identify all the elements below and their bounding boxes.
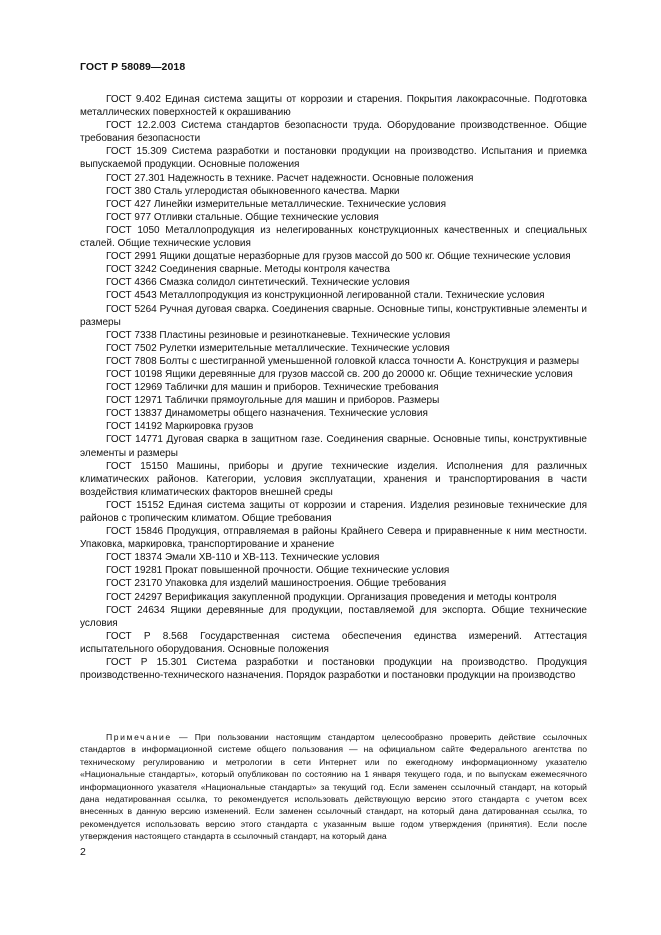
reference-item: ГОСТ 2991 Ящики дощатые неразборные для грузов массой до 500 кг. Общие технические условия [106, 251, 571, 263]
reference-item: ГОСТ 4543 Металлопродукция из конструкционной легированной стали. Технические условия [106, 290, 545, 302]
reference-item: ГОСТ 9.402 Единая система защиты от коррозии и старения. Покрытия лакокрасочные. Подготовка металлических поверхностей к окрашиванию [80, 94, 587, 119]
reference-item: ГОСТ 13837 Динамометры общего назначения. Технические условия [106, 408, 428, 420]
reference-item: ГОСТ 5264 Ручная дуговая сварка. Соединения сварные. Основные типы, конструктивные элементы и размеры [80, 303, 587, 328]
reference-item: ГОСТ 18374 Эмали ХВ-110 и ХВ-113. Технические условия [106, 552, 380, 564]
reference-item: ГОСТ 7808 Болты с шестигранной уменьшенной головкой класса точности А. Конструкция и размеры [106, 355, 580, 367]
reference-item: ГОСТ 23170 Упаковка для изделий машиностроения. Общие требования [106, 578, 447, 590]
reference-item: ГОСТ 3242 Соединения сварные. Методы контроля качества [106, 264, 390, 276]
reference-item: ГОСТ 380 Сталь углеродистая обыкновенного качества. Марки [106, 185, 400, 197]
reference-item: ГОСТ 12969 Таблички для машин и приборов. Технические требования [106, 382, 439, 394]
note-label: Примечание [106, 732, 172, 742]
normative-references-list [80, 93, 587, 682]
reference-item: ГОСТ 14192 Маркировка грузов [106, 421, 254, 433]
reference-item: ГОСТ 1050 Металлопродукция из нелегированных конструкционных качественных и специальных сталей. Общие технические условия [80, 224, 587, 250]
reference-item: ГОСТ 15152 Единая система защиты от коррозии и старения. Изделия резиновые технические для районов с тропическим климатом. Общие требования [80, 499, 587, 524]
reference-item: ГОСТ 10198 Ящики деревянные для грузов массой св. 200 до 20000 кг. Общие технические условия [106, 368, 573, 380]
reference-item: ГОСТ 4366 Смазка солидол синтетический. Технические условия [106, 277, 410, 289]
reference-item: ГОСТ 7502 Рулетки измерительные металлические. Технические условия [106, 342, 450, 354]
page-number: 2 [80, 846, 86, 858]
reference-item: ГОСТ 24297 Верификация закупленной продукции. Организация проведения и методы контроля [106, 591, 557, 603]
reference-item: ГОСТ 15150 Машины, приборы и другие технические изделия. Исполнения для различных климатических районов. Категории, условия эксплуатации, хранения и транспортирования в части воздействия климатических факторов внешней среды [80, 460, 587, 498]
reference-item: ГОСТ 19281 Прокат повышенной прочности. Общие технические условия [106, 565, 450, 577]
note-text: — При пользовании настоящим стандартом целесообразно проверить действие ссылочных стандартов в информационной системе общего пользования — на официальном сайте Федерального агентства по техническому регулированию и метрологии в сети Интернет или по ежегодному информационному указателю «Национальные стандарты», который опубликован по состоянию на 1 января текущего года, и по выпускам ежемесячного информационного указателя «Национальные стандарты» за текущий год. Если заменен ссылочный стандарт, на который дана недатированная ссылка, то рекомендуется использовать действующую версию этого стандарта с учетом всех внесенных в данную версию изменений. Если заменен ссылочный стандарт, на который дана датированная ссылка, то рекомендуется использовать версию этого стандарта с указанным выше годом утверждения (принятия). Если после утверждения настоящего стандарта в ссылочный стандарт, на который дана [80, 732, 587, 842]
reference-item: ГОСТ 14771 Дуговая сварка в защитном газе. Соединения сварные. Основные типы, конструктивные элементы и размеры [80, 434, 587, 459]
reference-item: ГОСТ 24634 Ящики деревянные для продукции, поставляемой для экспорта. Общие технические условия [80, 604, 587, 629]
reference-item: ГОСТ 27.301 Надежность в технике. Расчет надежности. Основные положения [106, 172, 474, 184]
reference-item: ГОСТ 15846 Продукция, отправляемая в районы Крайнего Севера и приравненные к ним местности. Упаковка, маркировка, транспортирование и хранение [80, 526, 587, 551]
reference-item: ГОСТ 12971 Таблички прямоугольные для машин и приборов. Размеры [106, 395, 440, 407]
reference-item: ГОСТ 7338 Пластины резиновые и резинотканевые. Технические условия [106, 329, 451, 341]
reference-item: ГОСТ Р 8.568 Государственная система обеспечения единства измерений. Аттестация испытательного оборудования. Основные положения [80, 630, 587, 655]
reference-item: ГОСТ 12.2.003 Система стандартов безопасности труда. Оборудование производственное. Общие требования безопасности [80, 120, 587, 145]
reference-item: ГОСТ Р 15.301 Система разработки и постановки продукции на производство. Продукция производственно-технического назначения. Порядок разработки и постановки продукции на производство [80, 657, 587, 682]
reference-item: ГОСТ 977 Отливки стальные. Общие технические условия [106, 211, 379, 223]
reference-item: ГОСТ 427 Линейки измерительные металлические. Технические условия [106, 198, 446, 210]
reference-item: ГОСТ 15.309 Система разработки и постановки продукции на производство. Испытания и приемка выпускаемой продукции. Основные положения [80, 146, 587, 171]
note-paragraph [80, 731, 587, 843]
page-header: ГОСТ Р 58089—2018 [80, 61, 186, 73]
